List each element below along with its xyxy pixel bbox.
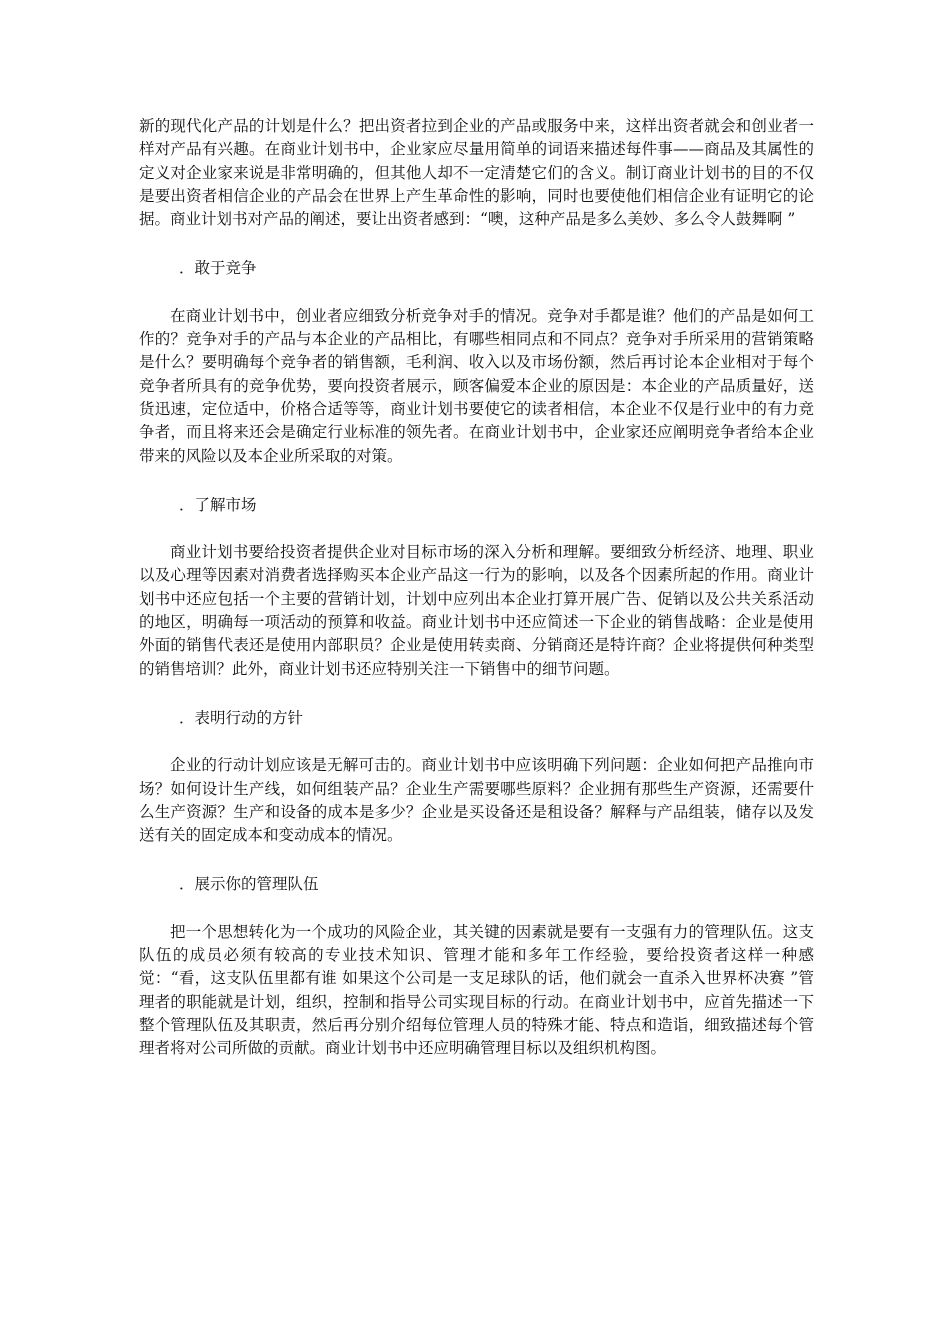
team-paragraph: 把一个思想转化为一个成功的风险企业，其关键的因素就是要有一支强有力的管理队伍。这支队伍的成员必须有较高的专业技术知识、管理才能和多年工作经验，要给投资者这样一种感觉：“看，这支队伍里都有谁 如果这个公司是一支足球队的话，他们就会一直杀入世界杯决赛 ”管理者的职能就是计划，组织，控制和指导公司实现目标的行动。在商业计划书中，应首先描述一下整个管理队伍及其职责，然后再分别介绍每位管理人员的特殊才能、特点和造诣，细致描述每个管理者将对公司所做的贡献。商业计划书中还应明确管理目标以及组织机构图。 — [139, 922, 814, 1058]
heading-competition: ．敢于竞争 — [179, 259, 257, 278]
heading-action: ．表明行动的方针 — [179, 708, 304, 727]
intro-paragraph: 新的现代化产品的计划是什么？把出资者拉到企业的产品或服务中来，这样出资者就会和创业者一样对产品有兴趣。在商业计划书中，企业家应尽量用简单的词语来描述每件事——商品及其属性的定义对企业家来说是非常明确的，但其他人却不一定清楚它们的含义。制订商业计划书的目的不仅是要出资者相信企业的产品会在世界上产生革命性的影响，同时也要使他们相信企业有证明它的论据。商业计划书对产品的阐述，要让出资者感到：“噢，这种产品是多么美妙、多么令人鼓舞啊 ” — [139, 117, 814, 229]
market-paragraph: 商业计划书要给投资者提供企业对目标市场的深入分析和理解。要细致分析经济、地理、职业以及心理等因素对消费者选择购买本企业产品这一行为的影响，以及各个因素所起的作用。商业计划书中还应包括一个主要的营销计划，计划中应列出本企业打算开展广告、促销以及公共关系活动的地区，明确每一项活动的预算和收益。商业计划书中还应简述一下企业的销售战略：企业是使用外面的销售代表还是使用内部职员？企业是使用转卖商、分销商还是特许商？企业将提供何种类型的销售培训？此外，商业计划书还应特别关注一下销售中的细节问题。 — [139, 543, 814, 678]
action-paragraph: 企业的行动计划应该是无解可击的。商业计划书中应该明确下列问题：企业如何把产品推向市场？如何设计生产线，如何组装产品？企业生产需要哪些原料？企业拥有那些生产资源，还需要什么生产资源？生产和设备的成本是多少？企业是买设备还是租设备？解释与产品组装，储存以及发送有关的固定成本和变动成本的情况。 — [139, 756, 814, 845]
document-page — [139, 115, 814, 1061]
heading-team: ．展示你的管理队伍 — [179, 875, 319, 894]
competition-paragraph: 在商业计划书中，创业者应细致分析竞争对手的情况。竞争对手都是谁？他们的产品是如何工作的？竞争对手的产品与本企业的产品相比，有哪些相同点和不同点？竞争对手所采用的营销策略是什么？要明确每个竞争者的销售额，毛利润、收入以及市场份额，然后再讨论本企业相对于每个竞争者所具有的竞争优势，要向投资者展示，顾客偏爱本企业的原因是：本企业的产品质量好，送货迅速，定位适中，价格合适等等，商业计划书要使它的读者相信，本企业不仅是行业中的有力竞争者，而且将来还会是确定行业标准的领先者。在商业计划书中，企业家还应阐明竞争者给本企业带来的风险以及本企业所采取的对策。 — [139, 306, 814, 465]
heading-market: ．了解市场 — [179, 495, 257, 514]
